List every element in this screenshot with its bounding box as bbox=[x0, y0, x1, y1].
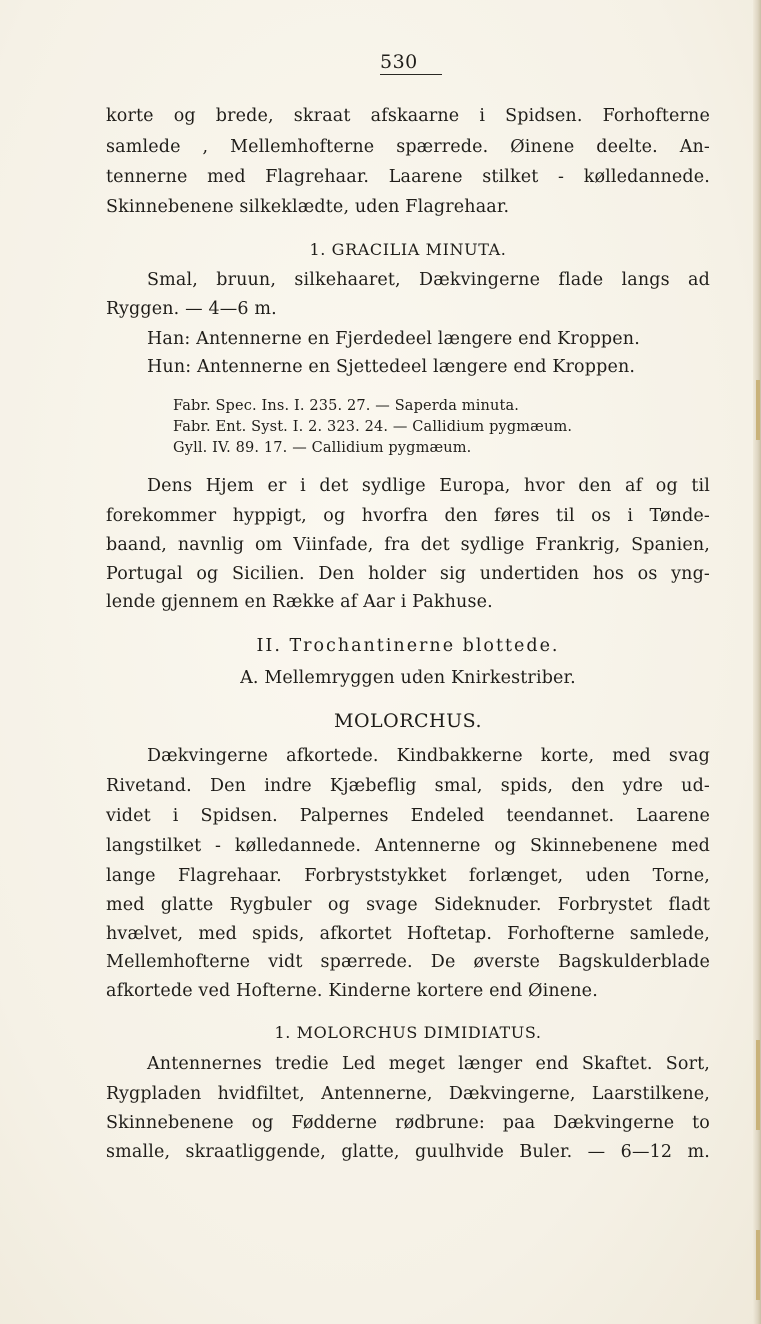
text-line: Rygpladen hvidfiltet, Antennerne, Dækvingerne, Laarstilkene, bbox=[106, 1084, 710, 1104]
text-line: korte og brede, skraat afskaarne i Spidsen. Forhofterne bbox=[106, 106, 710, 126]
text-line: smalle, skraatliggende, glatte, guulhvide Buler. — 6—12 m. bbox=[106, 1142, 710, 1162]
text-line: Portugal og Sicilien. Den holder sig undertiden hos os yng- bbox=[106, 564, 710, 584]
text-line: langstilket - kølledannede. Antennerne og Skinnebenene med bbox=[106, 836, 710, 856]
text-line: med glatte Rygbuler og svage Sideknuder. Forbrystet fladt bbox=[106, 895, 710, 915]
species-heading: 1. MOLORCHUS DIMIDIATUS. bbox=[274, 1023, 542, 1042]
text-line: samlede , Mellemhofterne spærrede. Øinene deelte. An- bbox=[106, 137, 710, 157]
text-line: Dækvingerne afkortede. Kindbakkerne korte, med svag bbox=[147, 746, 710, 766]
text-line: forekommer hyppigt, og hvorfra den føres til os i Tønde- bbox=[106, 506, 710, 526]
text-line: hvælvet, med spids, afkortet Hoftetap. Forhofterne samlede, bbox=[106, 924, 710, 944]
edge-stain bbox=[756, 1040, 760, 1130]
species-heading: 1. GRACILIA MINUTA. bbox=[309, 240, 507, 259]
edge-stain bbox=[756, 380, 760, 440]
text-line: Dens Hjem er i det sydlige Europa, hvor den af og til bbox=[147, 476, 710, 496]
section-heading: II. Trochantinerne blottede. bbox=[256, 636, 560, 656]
text-line: Skinnebenene og Fødderne rødbrune: paa Dækvingerne to bbox=[106, 1113, 710, 1133]
text-line: tennerne med Flagrehaar. Laarene stilket - kølledannede. bbox=[106, 167, 710, 187]
reference-line: Gyll. IV. 89. 17. — Callidium pygmæum. bbox=[173, 440, 472, 456]
genus-heading: MOLORCHUS. bbox=[333, 710, 483, 732]
text-line: Skinnebenene silkeklædte, uden Flagrehaar. bbox=[106, 197, 510, 217]
edge-stain bbox=[756, 1230, 760, 1300]
page-number: 530 bbox=[380, 52, 442, 75]
text-line: lange Flagrehaar. Forbryststykket forlænget, uden Torne, bbox=[106, 866, 710, 886]
reference-line: Fabr. Ent. Syst. I. 2. 323. 24. — Callidium pygmæum. bbox=[173, 419, 573, 435]
text-line: Rivetand. Den indre Kjæbeflig smal, spids, den ydre ud- bbox=[106, 776, 710, 796]
page-edge bbox=[753, 0, 761, 1324]
subsection-heading: A. Mellemryggen uden Knirkestriber. bbox=[240, 668, 576, 688]
text-line: Smal, bruun, silkehaaret, Dækvingerne flade langs ad bbox=[147, 270, 710, 290]
text-line: baand, navnlig om Viinfade, fra det sydlige Frankrig, Spanien, bbox=[106, 535, 710, 555]
reference-line: Fabr. Spec. Ins. I. 235. 27. — Saperda minuta. bbox=[173, 398, 519, 414]
text-line: Mellemhofterne vidt spærrede. De øverste Bagskulderblade bbox=[106, 952, 710, 972]
text-line: Hun: Antennerne en Sjettedeel længere end Kroppen. bbox=[147, 357, 636, 377]
text-line: Han: Antennerne en Fjerdedeel længere end Kroppen. bbox=[147, 329, 640, 349]
text-line: videt i Spidsen. Palpernes Endeled teendannet. Laarene bbox=[106, 806, 710, 826]
text-line: Antennernes tredie Led meget længer end Skaftet. Sort, bbox=[147, 1054, 710, 1074]
text-line: lende gjennem en Række af Aar i Pakhuse. bbox=[106, 592, 493, 612]
text-line: Ryggen. — 4—6 m. bbox=[106, 299, 277, 319]
text-line: afkortede ved Hofterne. Kinderne kortere end Øinene. bbox=[106, 981, 598, 1001]
